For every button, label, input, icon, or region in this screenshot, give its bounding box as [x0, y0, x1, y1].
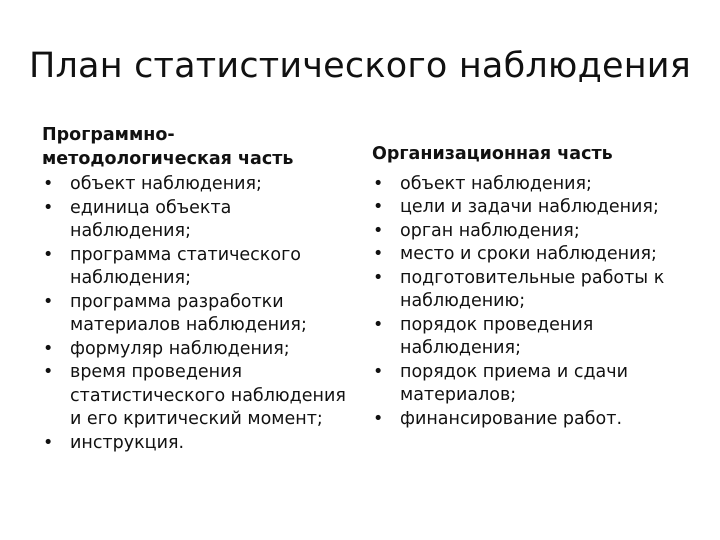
- list-item-text: программа разработки материалов наблюдения;: [70, 291, 307, 335]
- list-item-text: объект наблюдения;: [400, 173, 592, 194]
- bullet-icon: •: [43, 197, 54, 218]
- bullet-list-left: [42, 173, 352, 455]
- bullet-icon: •: [43, 362, 54, 382]
- list-item: [42, 244, 352, 291]
- page-title: План статистического наблюдения: [28, 46, 692, 86]
- bullet-list-right: [372, 173, 682, 432]
- bullet-icon: •: [373, 408, 384, 429]
- list-item-text: цели и задачи наблюдения;: [400, 197, 659, 217]
- bullet-icon: •: [373, 173, 384, 194]
- list-item-text: формуляр наблюдения;: [70, 338, 290, 359]
- list-item: [372, 220, 682, 244]
- list-item-text: порядок приема и сдачи материалов;: [400, 361, 628, 405]
- list-item-text: подготовительные работы к наблюдению;: [400, 267, 665, 311]
- list-item-text: финансирование работ.: [400, 408, 623, 429]
- bullet-icon: •: [373, 197, 384, 217]
- bullet-icon: •: [373, 361, 384, 382]
- list-item: [42, 173, 352, 197]
- bullet-icon: •: [43, 244, 54, 265]
- list-item-text: орган наблюдения;: [400, 220, 580, 241]
- list-item: [42, 432, 352, 456]
- bullet-icon: •: [373, 267, 384, 288]
- list-item: [372, 173, 682, 197]
- list-item: [372, 243, 682, 267]
- list-item-text: инструкция.: [70, 432, 185, 453]
- list-item-text: время проведения статистического наблюдения и его критический момент;: [70, 362, 346, 429]
- section-heading-program-methodological: [42, 124, 352, 171]
- bullet-icon: •: [373, 220, 384, 241]
- organizational-section: [372, 143, 682, 431]
- list-item: [42, 291, 352, 338]
- heading-text: Программно- методологическая часть: [42, 125, 294, 169]
- list-item-text: единица объекта наблюдения;: [70, 197, 232, 241]
- bullet-icon: •: [43, 432, 54, 453]
- list-item-text: место и сроки наблюдения;: [400, 244, 657, 264]
- list-item: [372, 314, 682, 361]
- list-item: [372, 267, 682, 314]
- list-item-text: порядок проведения наблюдения;: [400, 314, 594, 358]
- list-item-text: программа статического наблюдения;: [70, 244, 301, 288]
- list-item: [42, 197, 352, 244]
- bullet-icon: •: [43, 338, 54, 359]
- bullet-icon: •: [373, 244, 384, 264]
- list-item: [42, 338, 352, 362]
- list-item: [42, 361, 352, 432]
- section-heading-organizational: Организационная часть: [372, 144, 613, 164]
- bullet-icon: •: [373, 314, 384, 335]
- bullet-icon: •: [43, 174, 54, 194]
- bullet-icon: •: [43, 291, 54, 312]
- list-item: [372, 196, 682, 220]
- list-item: [372, 361, 682, 408]
- program-methodological-section: [42, 124, 352, 455]
- list-item-text: объект наблюдения;: [70, 174, 262, 194]
- list-item: [372, 408, 682, 432]
